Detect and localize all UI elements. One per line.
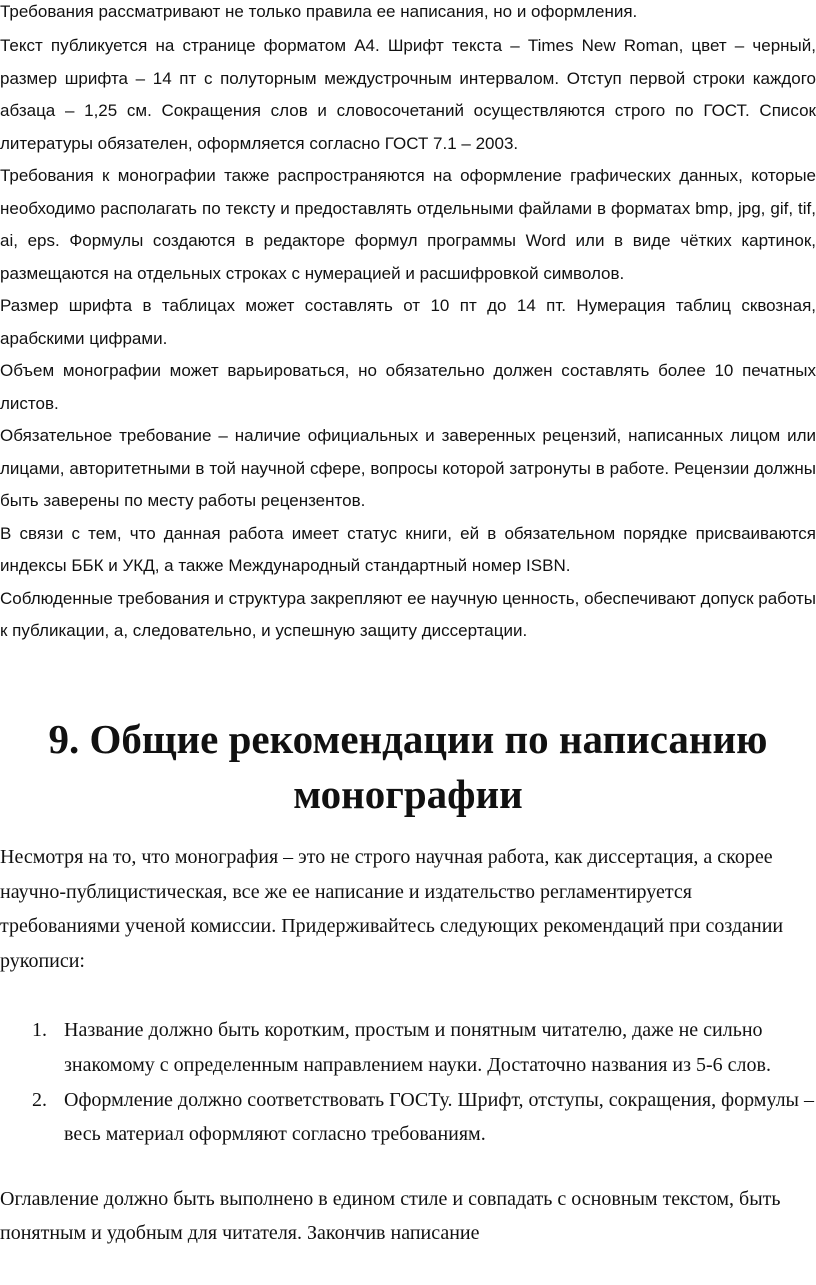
paragraph-conclusion: Соблюденные требования и структура закрепляют ее научную ценность, обеспечивают допуск работы к публикации, а, следовательно, и успешную защиту диссертации. — [0, 588, 816, 640]
paragraph-page-format: Текст публикуется на странице форматом А4. Шрифт текста – Times New Roman, цвет – черный, размер шрифта – 14 пт с полуторным междустрочным интервалом. Отступ первой строки каждого абзаца – 1,25 см. Сокращения слов и словосочетаний осуществляются строго по ГОСТ. Список литературы обязателен, оформляется согласно ГОСТ 7.1 – 2003. — [0, 36, 816, 153]
recommendations-list — [0, 1013, 816, 1151]
list-item — [0, 1083, 816, 1152]
list-item-number: 2. — [32, 1088, 47, 1111]
recommendations-section — [0, 840, 816, 1251]
paragraph-table-of-contents: Оглавление должно быть выполнено в едином стиле и совпадать с основным текстом, быть понятным и удобным для читателя. Закончив написание — [0, 1187, 781, 1245]
list-item — [0, 1013, 816, 1082]
paragraph-tables: Размер шрифта в таблицах может составлять от 10 пт до 14 пт. Нумерация таблиц сквозная, арабскими цифрами. — [0, 296, 816, 348]
paragraph-graphics: Требования к монографии также распространяются на оформление графических данных, которые необходимо располагать по тексту и предоставлять отдельными файлами в форматах bmp, jpg, gif, tif, ai, eps. Формулы создаются в редакторе формул программы Word или в виде чётких картинок, размещаются на отдельных строках с нумерацией и расшифровкой символов. — [0, 166, 816, 283]
list-item-number: 1. — [32, 1019, 47, 1042]
paragraph-reviews: Обязательное требование – наличие официальных и заверенных рецензий, написанных лицом или лицами, авторитетными в той научной сфере, вопросы которой затронуты в работе. Рецензии должны быть заверены по месту работы рецензентов. — [0, 426, 816, 510]
paragraph-volume: Объем монографии может варьироваться, но обязательно должен составлять более 10 печатных листов. — [0, 361, 816, 413]
section-heading: 9. Общие рекомендации по написанию монографии — [48, 716, 768, 817]
list-item-text: Оформление должно соответствовать ГОСТу. Шрифт, отступы, сокращения, формулы – весь материал оформляют согласно требованиям. — [64, 1088, 814, 1146]
paragraph-recommendations-intro: Несмотря на то, что монография – это не строго научная работа, как диссертация, а скорее научно-публицистическая, все же ее написание и издательство регламентируется требованиями ученой комиссии. Придерживайтесь следующих рекомендаций при создании рукописи: — [0, 846, 784, 972]
list-item-text: Название должно быть коротким, простым и понятным читателю, даже не сильно знакомому с определенным направлением науки. Достаточно названия из 5-6 слов. — [64, 1019, 771, 1076]
paragraph-isbn: В связи с тем, что данная работа имеет статус книги, ей в обязательном порядке присваиваются индексы ББК и УКД, а также Международный стандартный номер ISBN. — [0, 523, 816, 575]
paragraph-requirements-intro: Требования рассматривают не только правила ее написания, но и оформления. — [0, 2, 638, 21]
